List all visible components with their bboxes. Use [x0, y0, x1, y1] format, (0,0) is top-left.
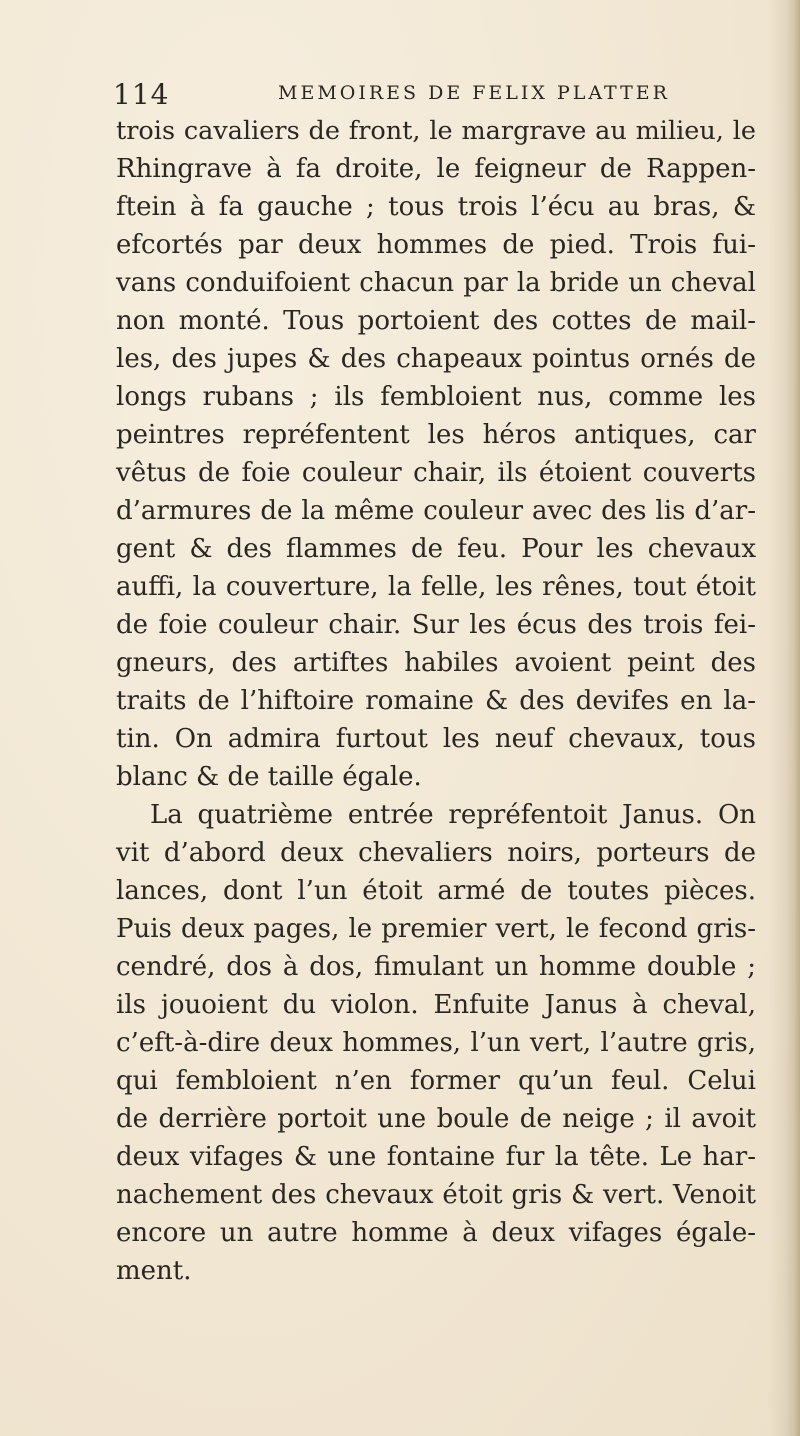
paragraph-end-line: ment.	[116, 1256, 192, 1286]
text-line: tin. On admira furtout les neuf chevaux, tous	[116, 724, 756, 754]
text-line: longs rubans ; ils fembloient nus, comme les	[116, 382, 756, 412]
text-line: cendré, dos à dos, fimulant un homme double ;	[116, 952, 756, 982]
text-line: deux vifages & une fontaine fur la tête. Le har-	[116, 1142, 756, 1172]
text-line: encore un autre homme à deux vifages égale-	[116, 1218, 756, 1248]
text-line: de derrière portoit une boule de neige ; il avoit	[116, 1104, 756, 1134]
text-line: ils jouoient du violon. Enfuite Janus à cheval,	[116, 990, 756, 1020]
text-line: vit d’abord deux chevaliers noirs, porteurs de	[116, 838, 756, 868]
paragraph-start-line: La quatrième entrée repréfentoit Janus. On	[150, 800, 756, 830]
page-edge-shadow	[786, 0, 800, 1436]
body-text	[116, 112, 756, 1290]
text-line: gent & des flammes de feu. Pour les chevaux	[116, 534, 756, 564]
running-title: MEMOIRES DE FELIX PLATTER	[278, 82, 670, 104]
page-number: 114	[113, 78, 170, 111]
text-line: c’eft-à-dire deux hommes, l’un vert, l’autre gris,	[116, 1028, 756, 1058]
text-line: vans conduifoient chacun par la bride un cheval	[116, 268, 756, 298]
text-line: les, des jupes & des chapeaux pointus ornés de	[116, 344, 756, 374]
text-line: vêtus de foie couleur chair, ils étoient couverts	[116, 458, 756, 488]
text-line: trois cavaliers de front, le margrave au milieu, le	[116, 116, 756, 146]
text-line: nachement des chevaux étoit gris & vert. Venoit	[116, 1180, 756, 1210]
text-line: auffi, la couverture, la felle, les rênes, tout étoit	[116, 572, 756, 602]
text-line: gneurs, des artiftes habiles avoient peint des	[116, 648, 756, 678]
text-line: non monté. Tous portoient des cottes de mail-	[116, 306, 756, 336]
text-line: peintres repréfentent les héros antiques, car	[116, 420, 756, 450]
text-line: d’armures de la même couleur avec des lis d’ar-	[116, 496, 756, 526]
text-line: de foie couleur chair. Sur les écus des trois fei-	[116, 610, 756, 640]
text-line: lances, dont l’un étoit armé de toutes pièces.	[116, 876, 756, 906]
text-line: qui fembloient n’en former qu’un feul. Celui	[116, 1066, 756, 1096]
paragraph-end-line: blanc & de taille égale.	[116, 762, 422, 792]
text-line: ftein à fa gauche ; tous trois l’écu au bras, &	[116, 192, 756, 222]
text-line: Rhingrave à fa droite, le feigneur de Rappen-	[116, 154, 756, 184]
page-header	[113, 76, 753, 112]
text-line: efcortés par deux hommes de pied. Trois fui-	[116, 230, 756, 260]
text-line: traits de l’hiftoire romaine & des devifes en la-	[116, 686, 756, 716]
text-line: Puis deux pages, le premier vert, le fecond gris-	[116, 914, 756, 944]
